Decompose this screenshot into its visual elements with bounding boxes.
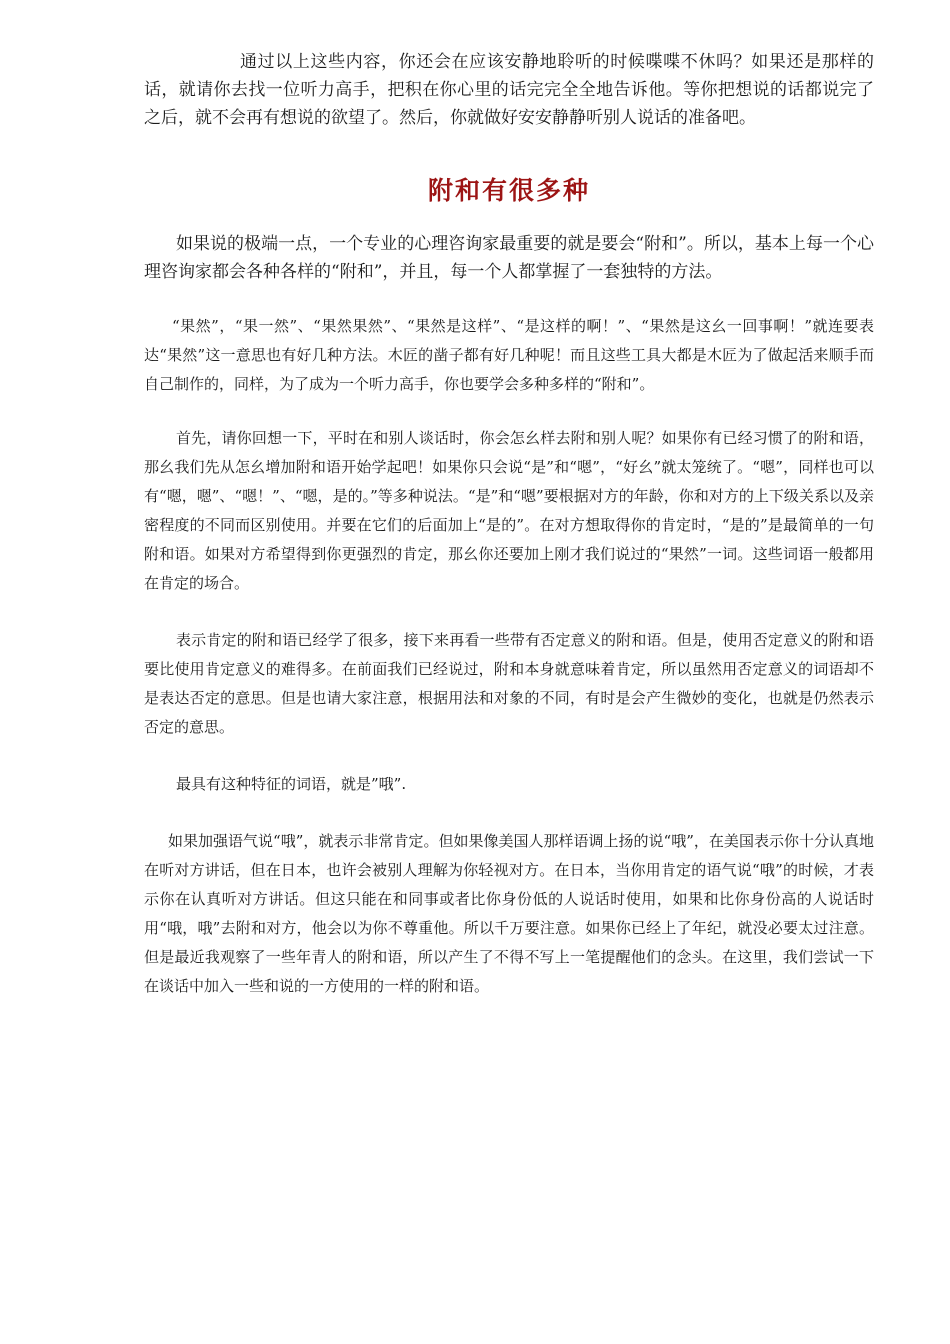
paragraph-2: “果然”，“果一然”、“果然果然”、“果然是这样”、“是这样的啊！”、“果然是这幺一回事啊！”就连要表达“果然”这一意思也有好几种方法。木匠的凿子都有好几种呢！而且这些工具大都是木匠为了做起活来顺手而自己制作的，同样，为了成为一个听力高手，你也要学会多种多样的“附和”。 [144,317,874,393]
paragraph-3: 首先，请你回想一下，平时在和别人谈话时，你会怎幺样去附和别人呢？如果你有已经习惯了的附和语，那幺我们先从怎幺增加附和语开始学起吧！如果你只会说“是”和“嗯”，“好幺”就太笼统了。“嗯”，同样也可以有“嗯，嗯”、“嗯！”、“嗯，是的。”等多种说法。“是”和“嗯”要根据对方的年龄，你和对方的上下级关系以及亲密程度的不同而区别使用。并要在它们的后面加上“是的”。在对方想取得你的肯定时，“是的”是最简单的一句附和语。如果对方希望得到你更强烈的肯定，那幺你还要加上刚才我们说过的“果然”一词。这些词语一般都用在肯定的场合。 [144,429,874,592]
document-page [144,48,874,1001]
paragraph-4: 表示肯定的附和语已经学了很多，接下来再看一些带有否定意义的附和语。但是，使用否定意义的附和语要比使用肯定意义的难得多。在前面我们已经说过，附和本身就意味着肯定，所以虽然用否定意义的词语却不是表达否定的意思。但是也请大家注意，根据用法和对象的不同，有时是会产生微妙的变化，也就是仍然表示否定的意思。 [144,631,874,736]
paragraph-6: 如果加强语气说“哦”，就表示非常肯定。但如果像美国人那样语调上扬的说“哦”，在美国表示你十分认真地在听对方讲话，但在日本，也许会被别人理解为你轻视对方。在日本，当你用肯定的语气说“哦”的时候，才表示你在认真听对方讲话。但这只能在和同事或者比你身份低的人说话时使用，如果和比你身份高的人说话时用“哦，哦”去附和对方，他会以为你不尊重他。所以千万要注意。如果你已经上了年纪，就没必要太过注意。但是最近我观察了一些年青人的附和语，所以产生了不得不写上一笔提醒他们的念头。在这里，我们尝试一下在谈话中加入一些和说的一方使用的一样的附和语。 [144,832,874,995]
section-title: 附和有很多种 [427,176,590,205]
paragraph-5: 最具有这种特征的词语，就是”哦”. [176,775,407,793]
paragraph-1: 如果说的极端一点，一个专业的心理咨询家最重要的就是要会“附和”。所以，基本上每一个心理咨询家都会各种各样的“附和”，并且，每一个人都掌握了一套独特的方法。 [144,234,874,282]
intro-paragraph: 通过以上这些内容，你还会在应该安静地聆听的时候喋喋不休吗？如果还是那样的话，就请你去找一位听力高手，把积在你心里的话完完全全地告诉他。等你把想说的话都说完了之后，就不会再有想说的欲望了。然后，你就做好安安静静听别人说话的准备吧。 [144,52,874,128]
